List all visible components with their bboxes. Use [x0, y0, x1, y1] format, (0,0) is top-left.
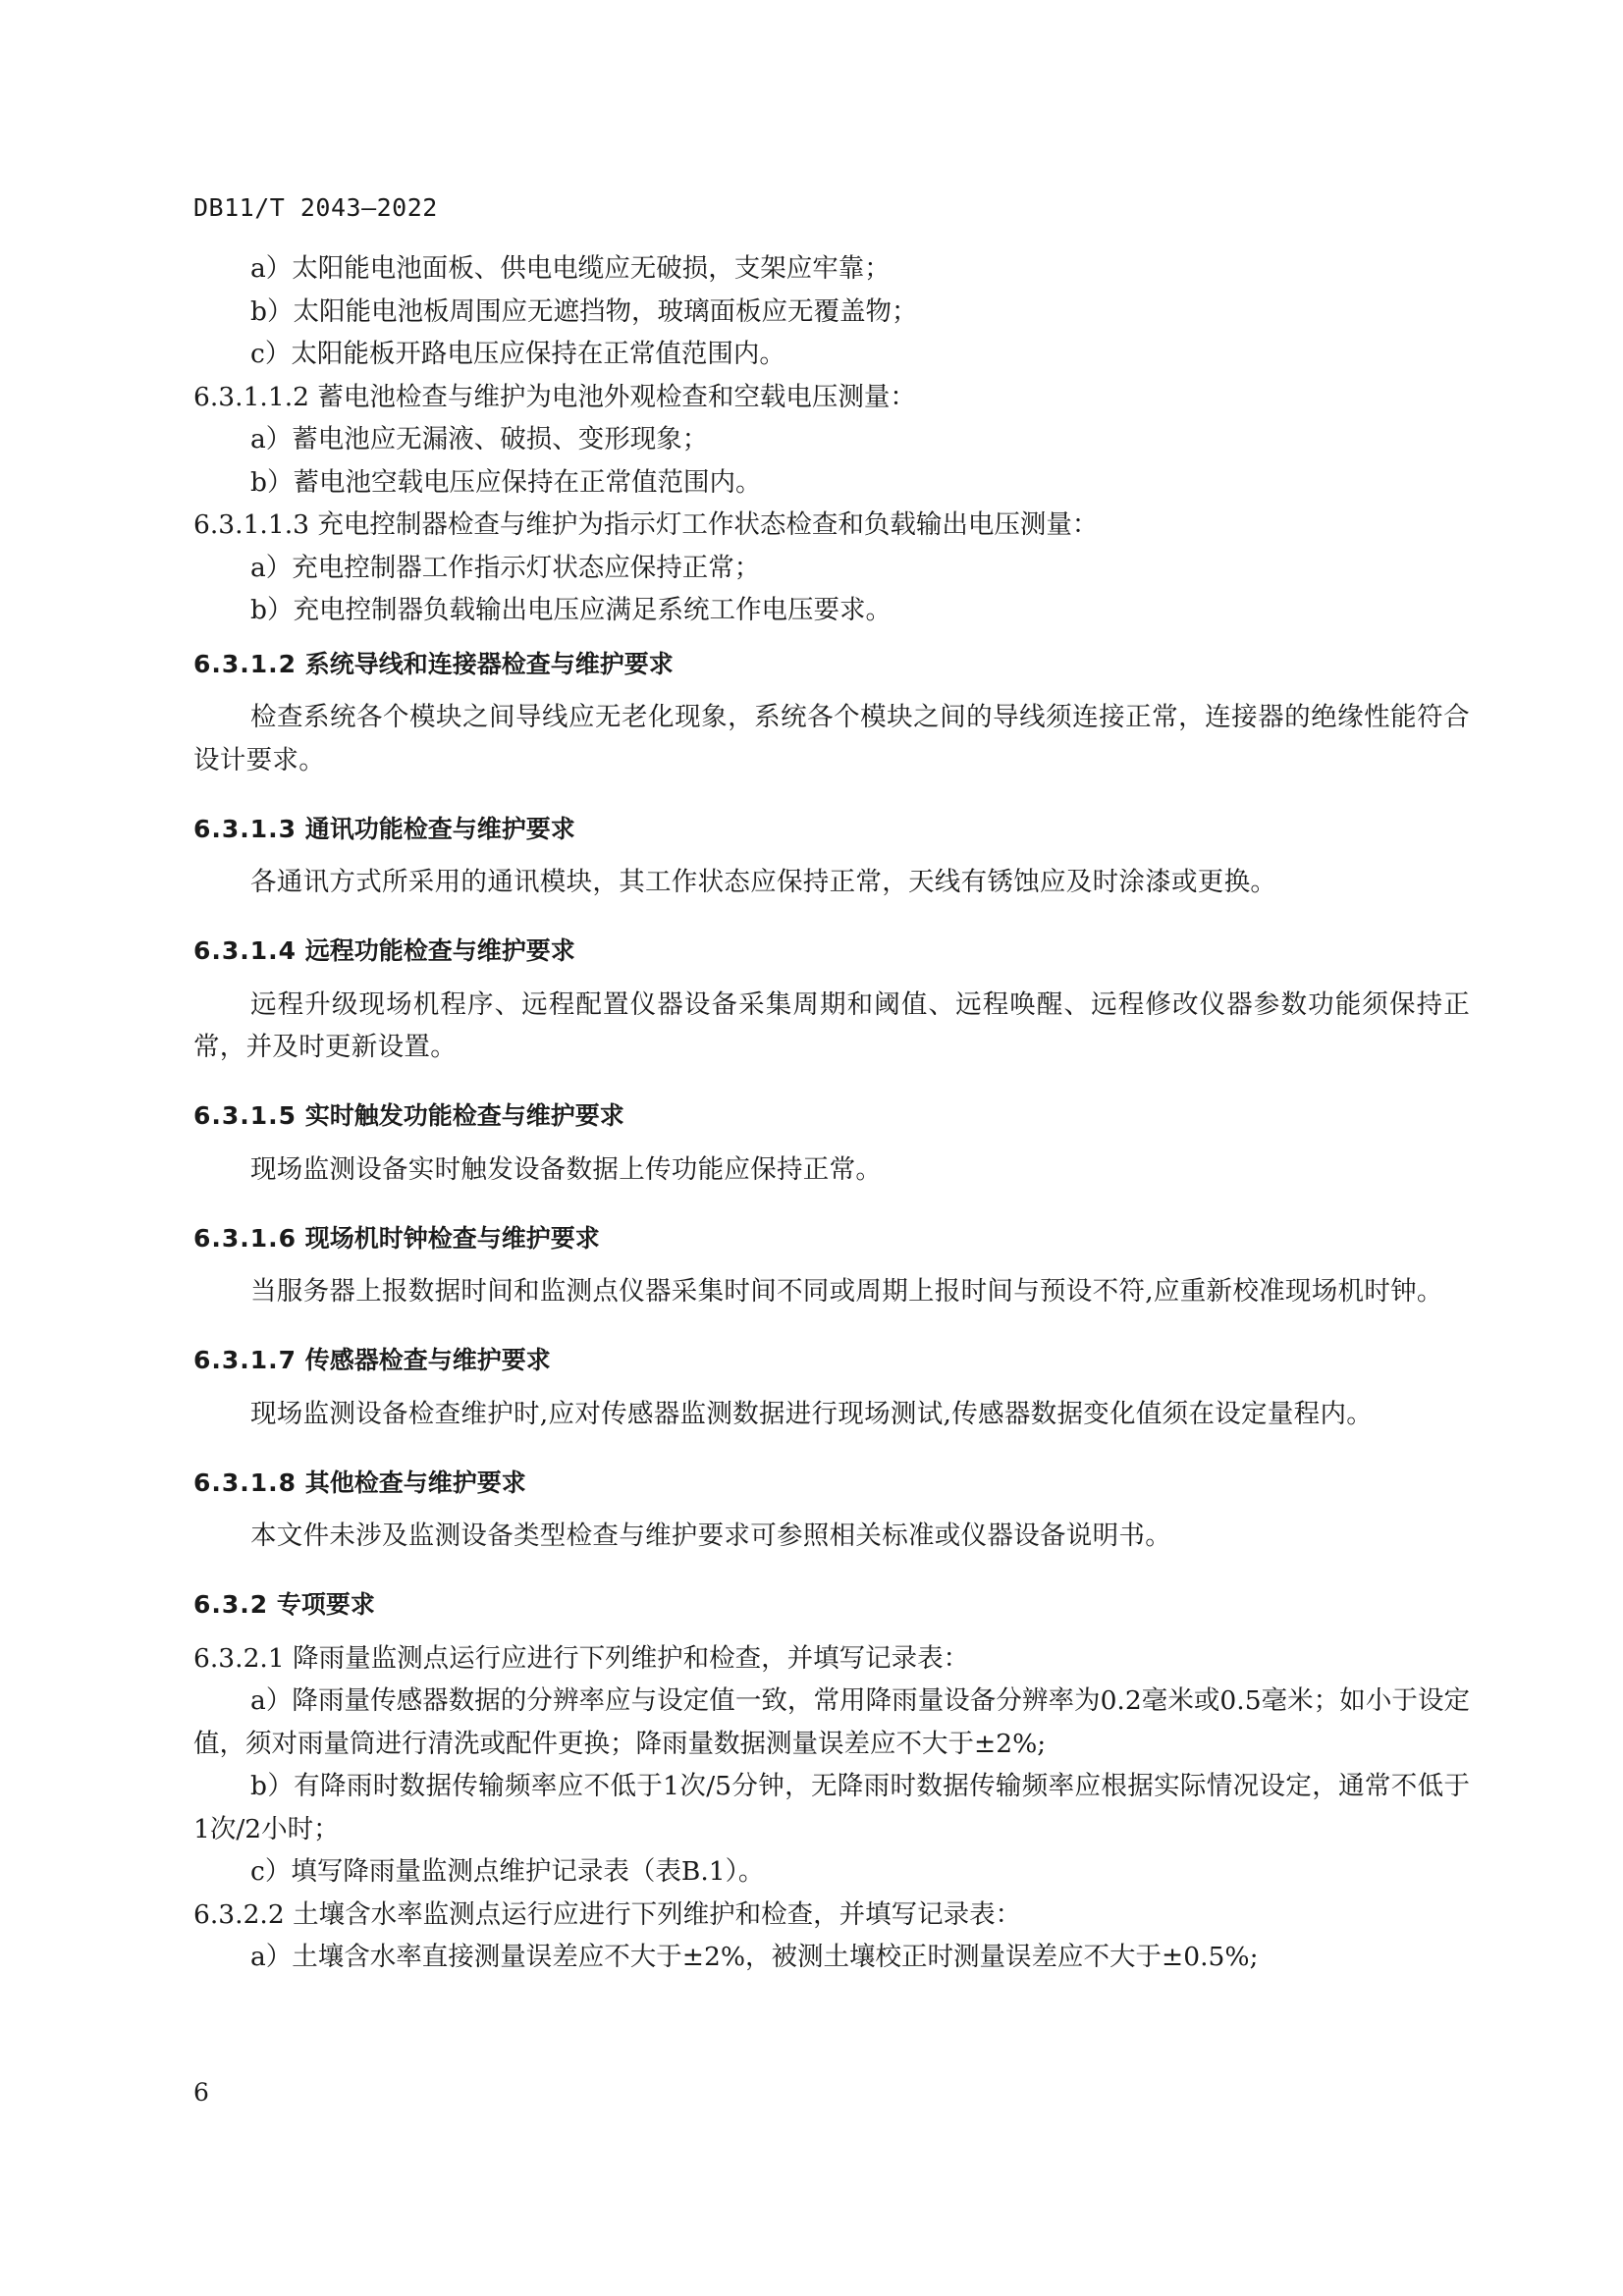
section-heading: 6.3.2 专项要求: [193, 1590, 375, 1619]
list-item: a）降雨量传感器数据的分辨率应与设定值一致，常用降雨量设备分辨率为0.2毫米或0.5毫米；如小于设定值，须对雨量筒进行清洗或配件更换；降雨量数据测量误差应不大于±2%;: [193, 1685, 1470, 1759]
list-item: b）蓄电池空载电压应保持在正常值范围内。: [250, 466, 762, 498]
page-content: [193, 247, 1470, 1979]
section-body: 现场监测设备实时触发设备数据上传功能应保持正常。: [250, 1153, 883, 1185]
list-item: c）填写降雨量监测点维护记录表（表B.1）。: [250, 1856, 765, 1887]
clause-text: 6.3.2.1 降雨量监测点运行应进行下列维护和检查，并填写记录表：: [193, 1642, 970, 1674]
section-heading: 6.3.1.4 远程功能检查与维护要求: [193, 936, 575, 965]
section-heading: 6.3.1.5 实时触发功能检查与维护要求: [193, 1101, 624, 1130]
section-body: 检查系统各个模块之间导线应无老化现象，系统各个模块之间的导线须连接正常，连接器的绝缘性能符合设计要求。: [193, 702, 1470, 775]
section-heading: 6.3.1.3 通讯功能检查与维护要求: [193, 814, 575, 843]
list-item: a）太阳能电池面板、供电电缆应无破损，支架应牢靠；: [250, 253, 891, 284]
section-body: 现场监测设备检查维护时,应对传感器监测数据进行现场测试,传感器数据变化值须在设定量程内。: [250, 1398, 1374, 1429]
list-item: a）蓄电池应无漏液、破损、变形现象；: [250, 424, 709, 454]
section-heading: 6.3.1.6 现场机时钟检查与维护要求: [193, 1223, 600, 1253]
section-body: 各通讯方式所采用的通讯模块，其工作状态应保持正常，天线有锈蚀应及时涂漆或更换。: [250, 867, 1277, 897]
document-header-id: DB11/T 2043—2022: [193, 193, 438, 222]
list-item: b）充电控制器负载输出电压应满足系统工作电压要求。: [250, 595, 892, 625]
section-body: 远程升级现场机程序、远程配置仪器设备采集周期和阈值、远程唤醒、远程修改仪器参数功能须保持正常，并及时更新设置。: [193, 988, 1470, 1062]
list-item: a）充电控制器工作指示灯状态应保持正常；: [250, 552, 761, 583]
section-body: 本文件未涉及监测设备类型检查与维护要求可参照相关标准或仪器设备说明书。: [250, 1521, 1171, 1551]
page-number: 6: [193, 2078, 209, 2107]
section-heading: 6.3.1.2 系统导线和连接器检查与维护要求: [193, 649, 674, 678]
section-heading: 6.3.1.7 传感器检查与维护要求: [193, 1346, 551, 1374]
section-heading: 6.3.1.8 其他检查与维护要求: [193, 1468, 526, 1497]
list-item: b）有降雨时数据传输频率应不低于1次/5分钟，无降雨时数据传输频率应根据实际情况设定，通常不低于1次/2小时；: [193, 1771, 1470, 1844]
clause-text: 6.3.2.2 土壤含水率监测点运行应进行下列维护和检查，并填写记录表：: [193, 1898, 1022, 1930]
section-body: 当服务器上报数据时间和监测点仪器采集时间不同或周期上报时间与预设不符,应重新校准现场机时钟。: [250, 1276, 1443, 1307]
list-item: b）太阳能电池板周围应无遮挡物，玻璃面板应无覆盖物；: [250, 295, 918, 327]
clause-text: 6.3.1.1.2 蓄电池检查与维护为电池外观检查和空载电压测量：: [193, 381, 916, 412]
list-item: c）太阳能板开路电压应保持在正常值范围内。: [250, 339, 785, 369]
list-item: a）土壤含水率直接测量误差应不大于±2%，被测土壤校正时测量误差应不大于±0.5%;: [250, 1942, 1259, 1972]
clause-text: 6.3.1.1.3 充电控制器检查与维护为指示灯工作状态检查和负载输出电压测量：: [193, 509, 1099, 540]
